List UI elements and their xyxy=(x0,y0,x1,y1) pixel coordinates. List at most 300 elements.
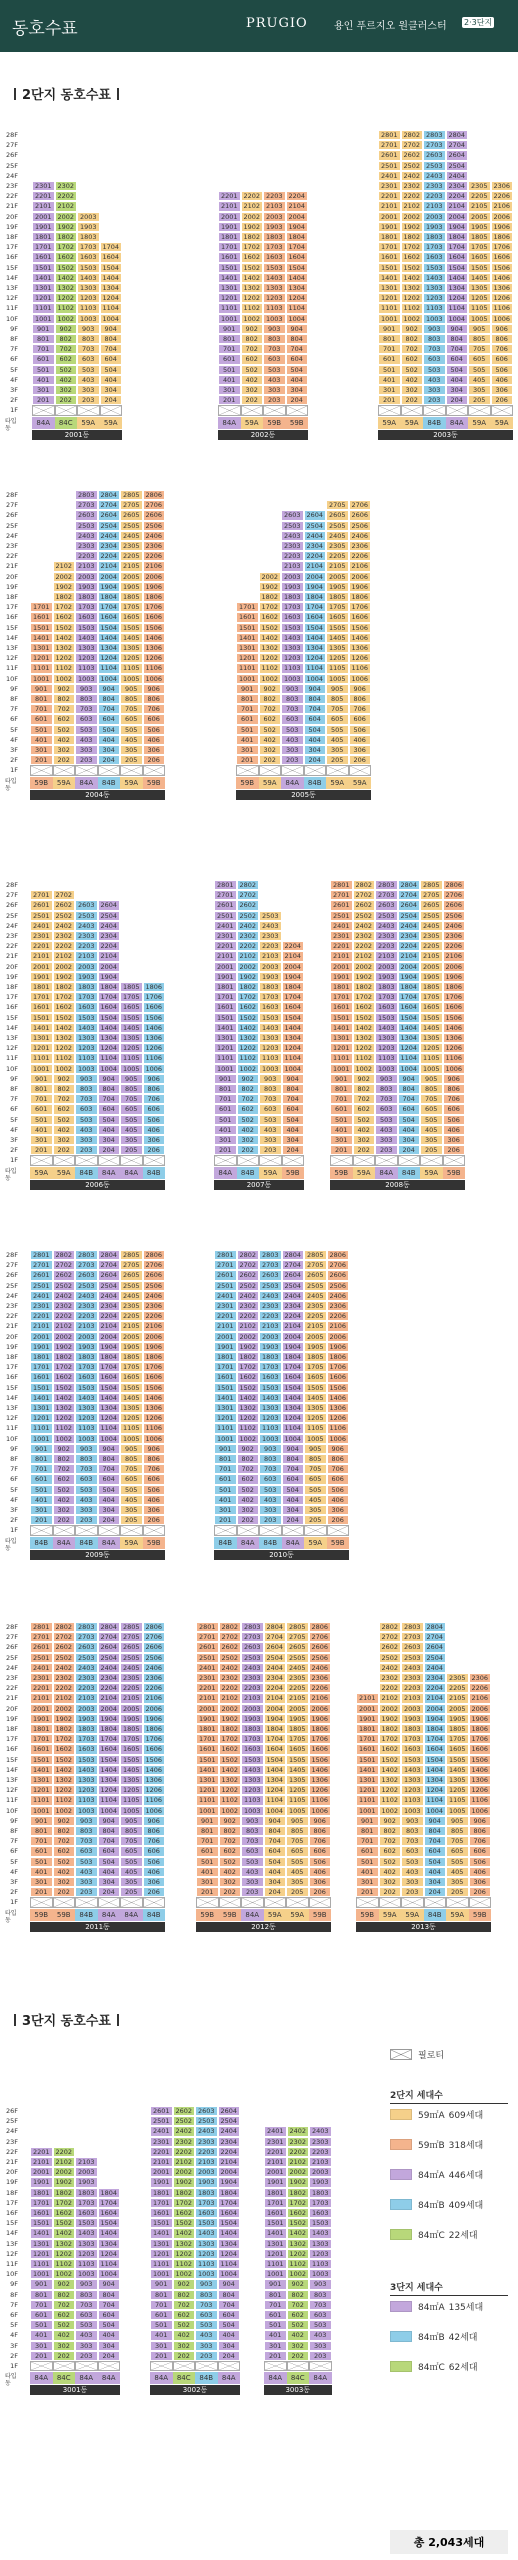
unit-cell: 2002 xyxy=(53,1704,76,1714)
unit-cell: 905 xyxy=(120,1074,143,1084)
unit-cell: 2506 xyxy=(349,521,372,531)
unit-cell: 2701 xyxy=(378,140,401,150)
unit-cell: 2101 xyxy=(30,951,53,961)
unit-cell: 2301 xyxy=(378,181,401,191)
unit-cell: 1505 xyxy=(468,263,491,273)
unit-cell: 1203 xyxy=(75,1413,98,1423)
floor-label: 26F xyxy=(5,901,18,910)
unit-cell: 203 xyxy=(75,1887,98,1897)
unit-cell: 203 xyxy=(423,395,446,405)
unit-cell: 2302 xyxy=(401,181,424,191)
unit-cell: 2706 xyxy=(443,890,466,900)
unit-cell: 2201 xyxy=(150,2147,173,2157)
floor-label: 1F xyxy=(10,1526,18,1535)
unit-cell: 304 xyxy=(98,2341,121,2351)
unit-cell: 603 xyxy=(75,1104,98,1114)
unit-cell: 501 xyxy=(30,725,53,735)
unit-cell: 1303 xyxy=(263,283,286,293)
unit-cell: 1806 xyxy=(143,1352,166,1362)
unit-cell: 906 xyxy=(143,1074,166,1084)
building-label: 2003동 xyxy=(378,430,513,440)
floor-label: 7F xyxy=(10,705,18,714)
unit-cell: 501 xyxy=(330,1115,353,1125)
unit-cell: 2603 xyxy=(75,1270,98,1280)
unit-type-label: 84B xyxy=(304,777,327,789)
floor-label: 7F xyxy=(10,1095,18,1104)
unit-cell: 1604 xyxy=(398,1002,421,1012)
unit-cell: 1603 xyxy=(401,1744,424,1754)
unit-cell: 1401 xyxy=(330,1023,353,1033)
unit-cell: 2106 xyxy=(143,561,166,571)
unit-cell: 1602 xyxy=(237,1372,260,1382)
unit-cell: 702 xyxy=(53,1836,76,1846)
unit-cell: 1201 xyxy=(236,653,259,663)
unit-cell: 1001 xyxy=(378,314,401,324)
unit-cell: 402 xyxy=(287,2330,310,2340)
unit-cell: 2705 xyxy=(120,1632,143,1642)
unit-cell: 604 xyxy=(286,354,309,364)
unit-cell: 1702 xyxy=(53,1362,76,1372)
unit-cell: 1202 xyxy=(401,293,424,303)
unit-cell: 303 xyxy=(375,1135,398,1145)
unit-cell: 603 xyxy=(75,1846,98,1856)
unit-cell: 1501 xyxy=(30,1013,53,1023)
unit-cell: 1903 xyxy=(75,1342,98,1352)
unit-cell: 2606 xyxy=(143,1642,166,1652)
legend-count: 22세대 xyxy=(448,2230,478,2241)
unit-type-label: 84A xyxy=(237,1537,260,1549)
unit-cell: 1103 xyxy=(75,663,98,673)
unit-cell: 1403 xyxy=(309,2228,332,2238)
unit-cell: 1401 xyxy=(356,1765,379,1775)
floor-label: 25F xyxy=(5,1281,18,1290)
unit-cell: 1901 xyxy=(150,2177,173,2187)
pilotis-cell xyxy=(259,1155,282,1165)
unit-cell: 903 xyxy=(77,324,100,334)
unit-cell: 301 xyxy=(30,2341,53,2351)
unit-cell: 2705 xyxy=(120,1260,143,1270)
unit-cell: 1306 xyxy=(143,1403,166,1413)
unit-cell: 2601 xyxy=(196,1642,219,1652)
unit-cell: 1505 xyxy=(120,623,143,633)
unit-cell: 2306 xyxy=(443,931,466,941)
unit-cell: 306 xyxy=(309,1877,332,1887)
unit-cell: 801 xyxy=(330,1084,353,1094)
unit-cell: 2102 xyxy=(287,2157,310,2167)
unit-cell: 1905 xyxy=(120,1342,143,1352)
unit-cell: 304 xyxy=(398,1135,421,1145)
dong-row-label: 동 xyxy=(5,1544,11,1552)
floor-label: 16F xyxy=(5,1745,18,1754)
unit-cell: 2404 xyxy=(282,1291,305,1301)
pilotis-swatch xyxy=(390,2049,412,2060)
floor-label: 4F xyxy=(10,1495,18,1504)
unit-cell: 1806 xyxy=(309,1724,332,1734)
unit-cell: 1601 xyxy=(30,612,53,622)
unit-cell: 2401 xyxy=(378,171,401,181)
unit-cell: 2501 xyxy=(30,911,53,921)
pilotis-cell xyxy=(98,1525,121,1535)
unit-cell: 1802 xyxy=(287,2188,310,2198)
unit-cell: 402 xyxy=(53,1867,76,1877)
unit-cell: 1802 xyxy=(55,232,78,242)
unit-cell: 2703 xyxy=(75,1632,98,1642)
unit-cell: 1203 xyxy=(195,2249,218,2259)
floor-label: 15F xyxy=(5,623,18,632)
unit-cell: 1704 xyxy=(98,1734,121,1744)
unit-cell: 202 xyxy=(53,1515,76,1525)
floor-label: 17F xyxy=(5,993,18,1002)
floor-label: 2F xyxy=(10,1516,18,1525)
unit-cell: 2001 xyxy=(214,1332,237,1342)
legend-complex3-title: 3단지 세대수 xyxy=(390,2280,508,2296)
unit-cell: 1905 xyxy=(326,582,349,592)
unit-cell: 204 xyxy=(282,1145,305,1155)
unit-cell: 2102 xyxy=(53,1693,76,1703)
unit-cell: 1405 xyxy=(120,1765,143,1775)
unit-cell: 2606 xyxy=(327,1270,350,1280)
unit-type-label: 59A xyxy=(401,417,424,429)
unit-cell: 1603 xyxy=(75,1372,98,1382)
unit-cell: 706 xyxy=(309,1836,332,1846)
unit-cell: 802 xyxy=(219,1826,242,1836)
unit-cell: 804 xyxy=(98,2290,121,2300)
unit-cell: 201 xyxy=(214,1515,237,1525)
unit-cell: 703 xyxy=(195,2300,218,2310)
unit-cell: 305 xyxy=(304,1505,327,1515)
unit-cell: 1001 xyxy=(150,2269,173,2279)
unit-cell: 501 xyxy=(150,2320,173,2330)
unit-cell: 2302 xyxy=(379,1673,402,1683)
pilotis-cell xyxy=(143,1155,166,1165)
unit-cell: 1002 xyxy=(259,674,282,684)
unit-cell: 1101 xyxy=(214,1423,237,1433)
unit-cell: 2706 xyxy=(143,500,166,510)
unit-cell: 803 xyxy=(423,334,446,344)
unit-cell: 303 xyxy=(75,1877,98,1887)
legend-item xyxy=(390,2168,483,2180)
building-label: 2004동 xyxy=(30,790,165,800)
unit-cell: 1205 xyxy=(120,1785,143,1795)
unit-cell: 1106 xyxy=(143,663,166,673)
unit-cell: 2802 xyxy=(219,1622,242,1632)
unit-cell: 1101 xyxy=(30,1053,53,1063)
unit-cell: 1706 xyxy=(309,1734,332,1744)
unit-cell: 2302 xyxy=(287,2137,310,2147)
unit-cell: 202 xyxy=(379,1887,402,1897)
unit-cell: 502 xyxy=(237,1485,260,1495)
unit-cell: 606 xyxy=(349,714,372,724)
unit-cell: 303 xyxy=(77,385,100,395)
unit-cell: 1703 xyxy=(241,1734,264,1744)
unit-type-label: 59B xyxy=(30,777,53,789)
unit-cell: 904 xyxy=(446,324,469,334)
unit-cell: 1303 xyxy=(281,643,304,653)
unit-cell: 1102 xyxy=(53,1423,76,1433)
unit-cell: 2801 xyxy=(214,1250,237,1260)
unit-cell: 506 xyxy=(143,1115,166,1125)
unit-cell: 2602 xyxy=(237,900,260,910)
unit-cell: 205 xyxy=(468,395,491,405)
unit-cell: 1806 xyxy=(143,592,166,602)
unit-cell: 2605 xyxy=(326,510,349,520)
unit-cell: 1305 xyxy=(120,1403,143,1413)
unit-cell: 301 xyxy=(236,745,259,755)
unit-cell: 805 xyxy=(286,1826,309,1836)
pilotis-cell xyxy=(236,765,259,775)
unit-cell: 1804 xyxy=(282,982,305,992)
unit-cell: 501 xyxy=(32,365,55,375)
unit-cell: 2104 xyxy=(398,951,421,961)
unit-cell: 1002 xyxy=(55,314,78,324)
unit-cell: 1202 xyxy=(53,1043,76,1053)
unit-cell: 701 xyxy=(150,2300,173,2310)
unit-cell: 506 xyxy=(327,1485,350,1495)
unit-cell: 1201 xyxy=(30,2249,53,2259)
unit-cell: 1003 xyxy=(75,2269,98,2279)
unit-cell: 406 xyxy=(443,1125,466,1135)
unit-cell: 2305 xyxy=(326,541,349,551)
unit-cell: 2402 xyxy=(53,1663,76,1673)
unit-cell: 802 xyxy=(53,1454,76,1464)
unit-cell: 1305 xyxy=(120,1775,143,1785)
unit-cell: 2401 xyxy=(214,921,237,931)
unit-cell: 801 xyxy=(214,1454,237,1464)
floor-label: 26F xyxy=(5,2107,18,2115)
unit-cell: 1805 xyxy=(120,1352,143,1362)
unit-cell: 504 xyxy=(98,1115,121,1125)
unit-cell: 1402 xyxy=(219,1765,242,1775)
unit-cell: 2105 xyxy=(468,201,491,211)
unit-cell: 503 xyxy=(77,365,100,375)
unit-cell: 2302 xyxy=(237,1301,260,1311)
unit-cell: 402 xyxy=(55,375,78,385)
unit-cell: 203 xyxy=(281,755,304,765)
unit-cell: 2305 xyxy=(468,181,491,191)
unit-cell: 1302 xyxy=(379,1775,402,1785)
unit-cell: 905 xyxy=(120,684,143,694)
unit-cell: 1401 xyxy=(196,1765,219,1775)
unit-cell: 301 xyxy=(330,1135,353,1145)
unit-cell: 2103 xyxy=(75,1693,98,1703)
unit-cell: 2001 xyxy=(30,1332,53,1342)
unit-cell: 402 xyxy=(53,735,76,745)
unit-cell: 1306 xyxy=(443,1033,466,1043)
unit-cell: 902 xyxy=(53,2279,76,2289)
unit-cell: 1005 xyxy=(420,1064,443,1074)
unit-cell: 1605 xyxy=(286,1744,309,1754)
unit-cell: 1706 xyxy=(491,242,514,252)
unit-cell: 206 xyxy=(143,1145,166,1155)
unit-cell: 1801 xyxy=(30,1352,53,1362)
unit-type-label: 84A xyxy=(282,1537,305,1549)
unit-cell: 1203 xyxy=(309,2249,332,2259)
unit-cell: 2102 xyxy=(53,1321,76,1331)
unit-cell: 2801 xyxy=(196,1622,219,1632)
unit-cell: 2304 xyxy=(98,931,121,941)
legend-count: 609세대 xyxy=(448,2110,484,2121)
floor-label: 16F xyxy=(5,2209,18,2217)
unit-cell: 2802 xyxy=(237,880,260,890)
unit-cell: 2102 xyxy=(53,561,76,571)
unit-cell: 1305 xyxy=(468,283,491,293)
floor-label: 26F xyxy=(5,1643,18,1652)
unit-cell: 803 xyxy=(77,334,100,344)
unit-cell: 1803 xyxy=(281,592,304,602)
unit-cell: 701 xyxy=(236,704,259,714)
unit-type-label: 59A xyxy=(53,1167,76,1179)
pilotis-cell xyxy=(468,405,491,415)
unit-cell: 703 xyxy=(401,1836,424,1846)
unit-cell: 904 xyxy=(398,1074,421,1084)
unit-cell: 201 xyxy=(236,755,259,765)
unit-cell: 2502 xyxy=(53,1281,76,1291)
unit-cell: 705 xyxy=(120,1464,143,1474)
unit-cell: 2301 xyxy=(330,931,353,941)
unit-cell: 2702 xyxy=(379,1632,402,1642)
section-title-complex3: 3단지 동호수표 xyxy=(14,2010,119,2029)
unit-cell: 2603 xyxy=(195,2106,218,2116)
unit-cell: 1905 xyxy=(446,1714,469,1724)
unit-cell: 1603 xyxy=(263,252,286,262)
unit-cell: 1404 xyxy=(98,1765,121,1775)
unit-cell: 2502 xyxy=(173,2116,196,2126)
unit-cell: 301 xyxy=(32,385,55,395)
pilotis-cell xyxy=(75,765,98,775)
unit-cell: 206 xyxy=(469,1887,492,1897)
unit-cell: 502 xyxy=(219,1857,242,1867)
unit-cell: 1502 xyxy=(53,1383,76,1393)
unit-type-label: 84B xyxy=(75,1167,98,1179)
unit-cell: 1603 xyxy=(309,2208,332,2218)
unit-cell: 906 xyxy=(443,1074,466,1084)
unit-cell: 801 xyxy=(218,334,241,344)
unit-cell: 2203 xyxy=(259,1311,282,1321)
unit-cell: 201 xyxy=(30,755,53,765)
unit-cell: 1503 xyxy=(281,623,304,633)
unit-cell: 2306 xyxy=(327,1301,350,1311)
unit-cell: 2805 xyxy=(120,1250,143,1260)
floor-label: 21F xyxy=(5,1694,18,1703)
unit-cell: 802 xyxy=(173,2290,196,2300)
unit-cell: 503 xyxy=(75,1857,98,1867)
unit-cell: 1501 xyxy=(150,2218,173,2228)
unit-cell: 1803 xyxy=(423,232,446,242)
unit-cell: 2601 xyxy=(330,900,353,910)
unit-cell: 1403 xyxy=(263,273,286,283)
unit-cell: 2706 xyxy=(143,1260,166,1270)
unit-cell: 2704 xyxy=(424,1632,447,1642)
unit-cell: 504 xyxy=(218,2320,241,2330)
unit-cell: 2604 xyxy=(218,2106,241,2116)
unit-cell: 2002 xyxy=(401,212,424,222)
unit-cell: 403 xyxy=(75,1125,98,1135)
unit-cell: 2803 xyxy=(375,880,398,890)
legend-swatch xyxy=(390,2169,412,2180)
unit-cell: 2503 xyxy=(281,521,304,531)
unit-cell: 1603 xyxy=(423,252,446,262)
unit-cell: 2503 xyxy=(401,1653,424,1663)
unit-cell: 301 xyxy=(218,385,241,395)
unit-cell: 2203 xyxy=(423,191,446,201)
unit-cell: 1106 xyxy=(327,1423,350,1433)
unit-cell: 2303 xyxy=(423,181,446,191)
unit-cell: 202 xyxy=(53,1887,76,1897)
unit-type-label: 84B xyxy=(98,777,121,789)
unit-cell: 702 xyxy=(173,2300,196,2310)
floor-label: 9F xyxy=(10,1074,18,1083)
unit-cell: 901 xyxy=(30,2279,53,2289)
unit-cell: 206 xyxy=(491,395,514,405)
unit-cell: 2105 xyxy=(120,1321,143,1331)
unit-cell: 2404 xyxy=(424,1663,447,1673)
unit-type-label: 84A xyxy=(264,2372,287,2384)
unit-cell: 1802 xyxy=(241,232,264,242)
unit-cell: 303 xyxy=(195,2341,218,2351)
unit-cell: 1104 xyxy=(286,303,309,313)
unit-cell: 205 xyxy=(446,1887,469,1897)
unit-cell: 502 xyxy=(237,1115,260,1125)
unit-cell: 1204 xyxy=(98,2249,121,2259)
legend-item xyxy=(390,2198,483,2210)
floor-label: 19F xyxy=(5,2178,18,2187)
unit-cell: 1503 xyxy=(75,623,98,633)
building-label: 2006동 xyxy=(30,1180,165,1190)
unit-cell: 2106 xyxy=(491,201,514,211)
unit-cell: 1205 xyxy=(304,1413,327,1423)
unit-cell: 604 xyxy=(304,714,327,724)
unit-cell: 701 xyxy=(330,1094,353,1104)
floor-label: 13F xyxy=(5,1034,18,1042)
unit-cell: 2203 xyxy=(75,551,98,561)
unit-cell: 903 xyxy=(75,2279,98,2289)
unit-cell: 1806 xyxy=(491,232,514,242)
unit-cell: 801 xyxy=(30,694,53,704)
unit-cell: 1705 xyxy=(286,1734,309,1744)
unit-cell: 1405 xyxy=(468,273,491,283)
unit-type-label: 84A xyxy=(75,2372,98,2384)
pilotis-cell xyxy=(98,1897,121,1907)
unit-cell: 1604 xyxy=(264,1744,287,1754)
unit-cell: 2403 xyxy=(401,1663,424,1673)
unit-cell: 206 xyxy=(443,1145,466,1155)
unit-cell: 505 xyxy=(120,1857,143,1867)
unit-cell: 301 xyxy=(356,1877,379,1887)
unit-cell: 2301 xyxy=(196,1673,219,1683)
unit-cell: 1405 xyxy=(120,1023,143,1033)
unit-cell: 704 xyxy=(98,1094,121,1104)
unit-cell: 2704 xyxy=(98,1632,121,1642)
unit-cell: 2201 xyxy=(378,191,401,201)
unit-cell: 804 xyxy=(218,2290,241,2300)
unit-cell: 1402 xyxy=(53,1023,76,1033)
unit-cell: 902 xyxy=(401,324,424,334)
unit-cell: 2705 xyxy=(326,500,349,510)
unit-type-label: 84B xyxy=(143,1167,166,1179)
unit-cell: 1106 xyxy=(349,663,372,673)
unit-cell: 1001 xyxy=(30,1806,53,1816)
unit-type-label: 59B xyxy=(309,1909,332,1921)
unit-cell: 305 xyxy=(446,1877,469,1887)
unit-cell: 1901 xyxy=(196,1714,219,1724)
unit-cell: 706 xyxy=(491,344,514,354)
unit-cell: 1201 xyxy=(30,653,53,663)
unit-cell: 1103 xyxy=(263,303,286,313)
unit-cell: 605 xyxy=(120,1846,143,1856)
unit-cell: 1502 xyxy=(53,2218,76,2228)
floor-label: 9F xyxy=(10,1816,18,1825)
unit-cell: 1401 xyxy=(150,2228,173,2238)
